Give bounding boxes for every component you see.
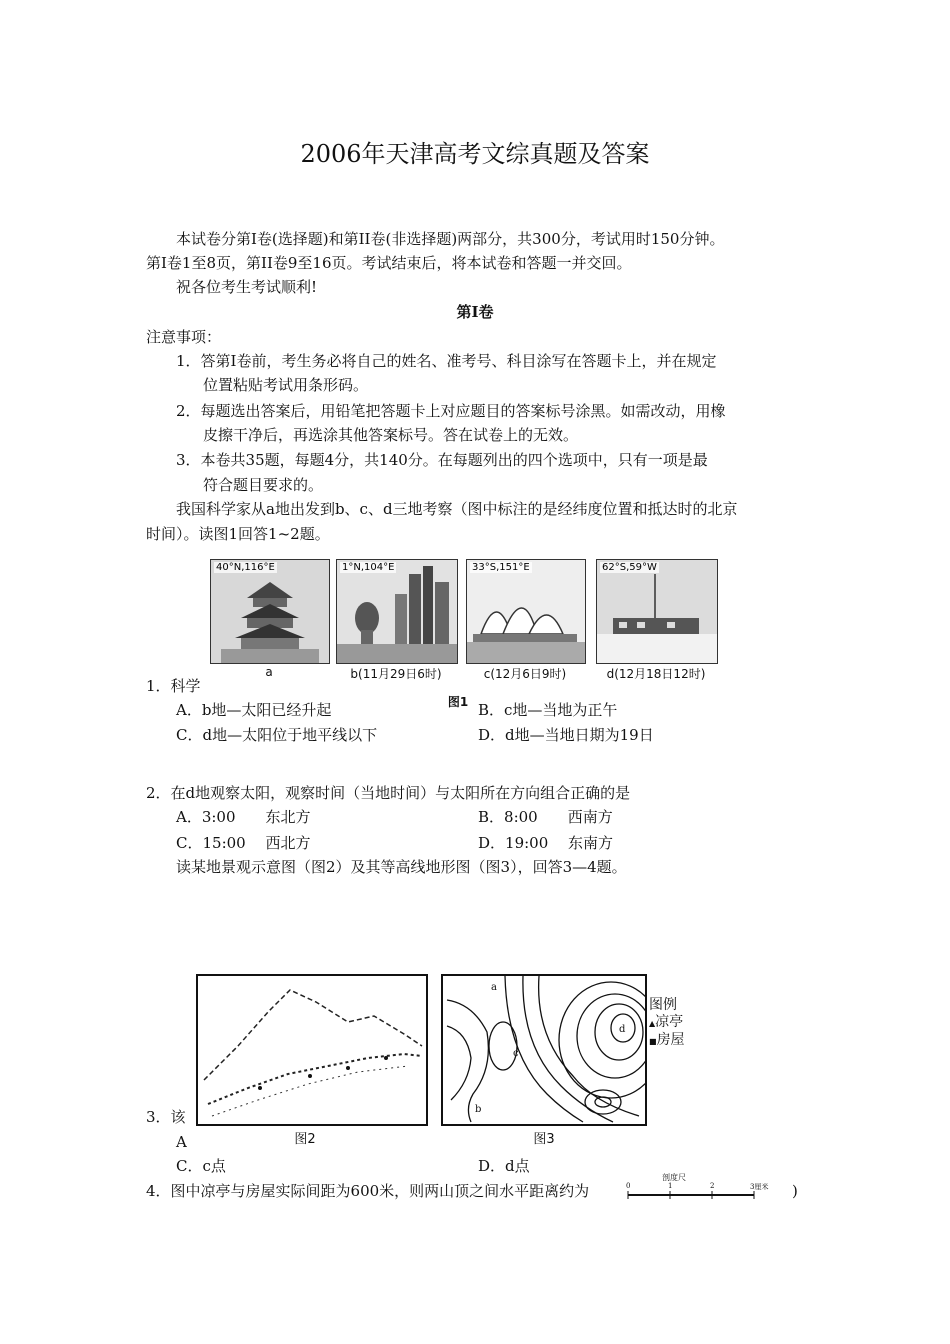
scale-tick-0: 0 — [626, 1182, 631, 1190]
sydney-opera-house-illustration — [467, 560, 585, 663]
photo-c — [466, 559, 586, 664]
q4-close-paren: ) — [792, 1182, 798, 1200]
point-label-d: d — [619, 1024, 626, 1035]
note-2-line-1: 2．每题选出答案后，用铅笔把答题卡上对应题目的答案标号涂黑。如需改动，用橡 — [176, 402, 726, 420]
figure-3-legend — [649, 997, 685, 1050]
page-title: 2006年天津高考文综真题及答案 — [300, 140, 650, 168]
legend-item-house: ■房屋 — [649, 1032, 685, 1048]
figure-2 — [196, 974, 428, 1126]
figure-3 — [441, 974, 647, 1126]
singapore-skyline-illustration — [337, 560, 457, 663]
q1-option-b: B．c地—当地为正午 — [478, 701, 618, 719]
point-label-c: c — [513, 1048, 519, 1059]
q2-option-b: B．8:00 西南方 — [478, 808, 613, 826]
photo-b — [336, 559, 458, 664]
photo-d-coord: 62°S,59°W — [602, 562, 657, 573]
scale-label: 剖度尺 — [662, 1173, 686, 1182]
photo-d — [596, 559, 718, 664]
note-3-line-1: 3．本卷共35题，每题4分，共140分。在每题列出的四个选项中，只有一项是最 — [176, 451, 708, 469]
contour-map — [443, 976, 645, 1124]
photo-b-label: b(11月29日6时) — [350, 667, 442, 681]
scale-tick-1: 1 — [668, 1182, 673, 1190]
q2-option-c: C．15:00 西北方 — [176, 834, 311, 852]
q1-option-d: D．d地—当地日期为19日 — [478, 726, 654, 744]
scale-bar — [624, 1172, 784, 1210]
intro-line-2: 第I卷1至8页，第II卷9至16页。考试结束后，将本试卷和答题一并交回。 — [146, 254, 632, 272]
photo-c-coord: 33°S,151°E — [472, 562, 530, 573]
note-2-line-2: 皮擦干净后，再选涂其他答案标号。答在试卷上的无效。 — [203, 426, 579, 444]
photo-b-coord: 1°N,104°E — [342, 562, 395, 573]
photo-a — [210, 559, 330, 664]
q2-option-a: A．3:00 东北方 — [176, 808, 311, 826]
q3-option-a-fragment: A — [176, 1133, 187, 1151]
legend-item-pavilion: ▲凉亭 — [649, 1014, 684, 1030]
q1-option-a: A．b地—太阳已经升起 — [176, 701, 332, 719]
notes-header: 注意事项： — [146, 328, 222, 346]
point-label-a: a — [491, 982, 497, 993]
q1-stem: 1．科学 — [146, 677, 201, 695]
intro-line-1: 本试卷分第I卷(选择题)和第II卷(非选择题)两部分，共300分，考试用时150分钟。 — [176, 230, 725, 248]
pavilion-icon: ▲ — [649, 1019, 656, 1028]
scale-tick-2: 2 — [710, 1182, 715, 1190]
figure-3-caption: 图3 — [533, 1132, 555, 1147]
house-icon: ■ — [649, 1037, 657, 1046]
context-1-line-2: 时间）。读图1回答1~2题。 — [146, 525, 330, 543]
photo-a-coord: 40°N,116°E — [216, 562, 275, 573]
q2-stem: 2．在d地观察太阳，观察时间（当地时间）与太阳所在方向组合正确的是 — [146, 784, 631, 802]
temple-of-heaven-illustration — [211, 560, 329, 663]
q3-stem: 3．该 — [146, 1108, 186, 1126]
note-3-line-2: 符合题目要求的。 — [203, 476, 324, 494]
intro-line-3: 祝各位考生考试顺利! — [176, 278, 318, 296]
scale-ruler — [624, 1188, 764, 1202]
photo-a-label: a — [265, 665, 273, 679]
note-1-line-2: 位置粘贴考试用条形码。 — [203, 376, 369, 394]
landscape-sketch — [198, 976, 426, 1124]
figure-2-caption: 图2 — [294, 1132, 316, 1147]
q1-option-c: C．d地—太阳位于地平线以下 — [176, 726, 378, 744]
legend-title: 图例 — [649, 997, 677, 1013]
point-label-b: b — [475, 1104, 482, 1115]
context-2: 读某地景观示意图（图2）及其等高线地形图（图3），回答3—4题。 — [176, 858, 627, 876]
q2-option-d: D．19:00 东南方 — [478, 834, 614, 852]
scale-tick-3: 3厘米 — [750, 1183, 769, 1191]
photo-c-label: c(12月6日9时) — [483, 667, 567, 681]
section-title: 第I卷 — [456, 303, 494, 321]
note-1-line-1: 1．答第I卷前，考生务必将自己的姓名、准考号、科目涂写在答题卡上，并在规定 — [176, 352, 717, 370]
figure-1-caption: 图1 — [447, 695, 469, 709]
antarctic-station-illustration — [597, 560, 717, 663]
photo-d-label: d(12月18日12时) — [606, 667, 706, 681]
q3-option-c: C．c点 — [176, 1157, 226, 1175]
q4-stem: 4．图中凉亭与房屋实际间距为600米，则两山顶之间水平距离约为 — [146, 1182, 590, 1200]
context-1-line-1: 我国科学家从a地出发到b、c、d三地考察（图中标注的是经纬度位置和抵达时的北京 — [176, 500, 738, 518]
q3-option-d: D．d点 — [478, 1157, 530, 1175]
